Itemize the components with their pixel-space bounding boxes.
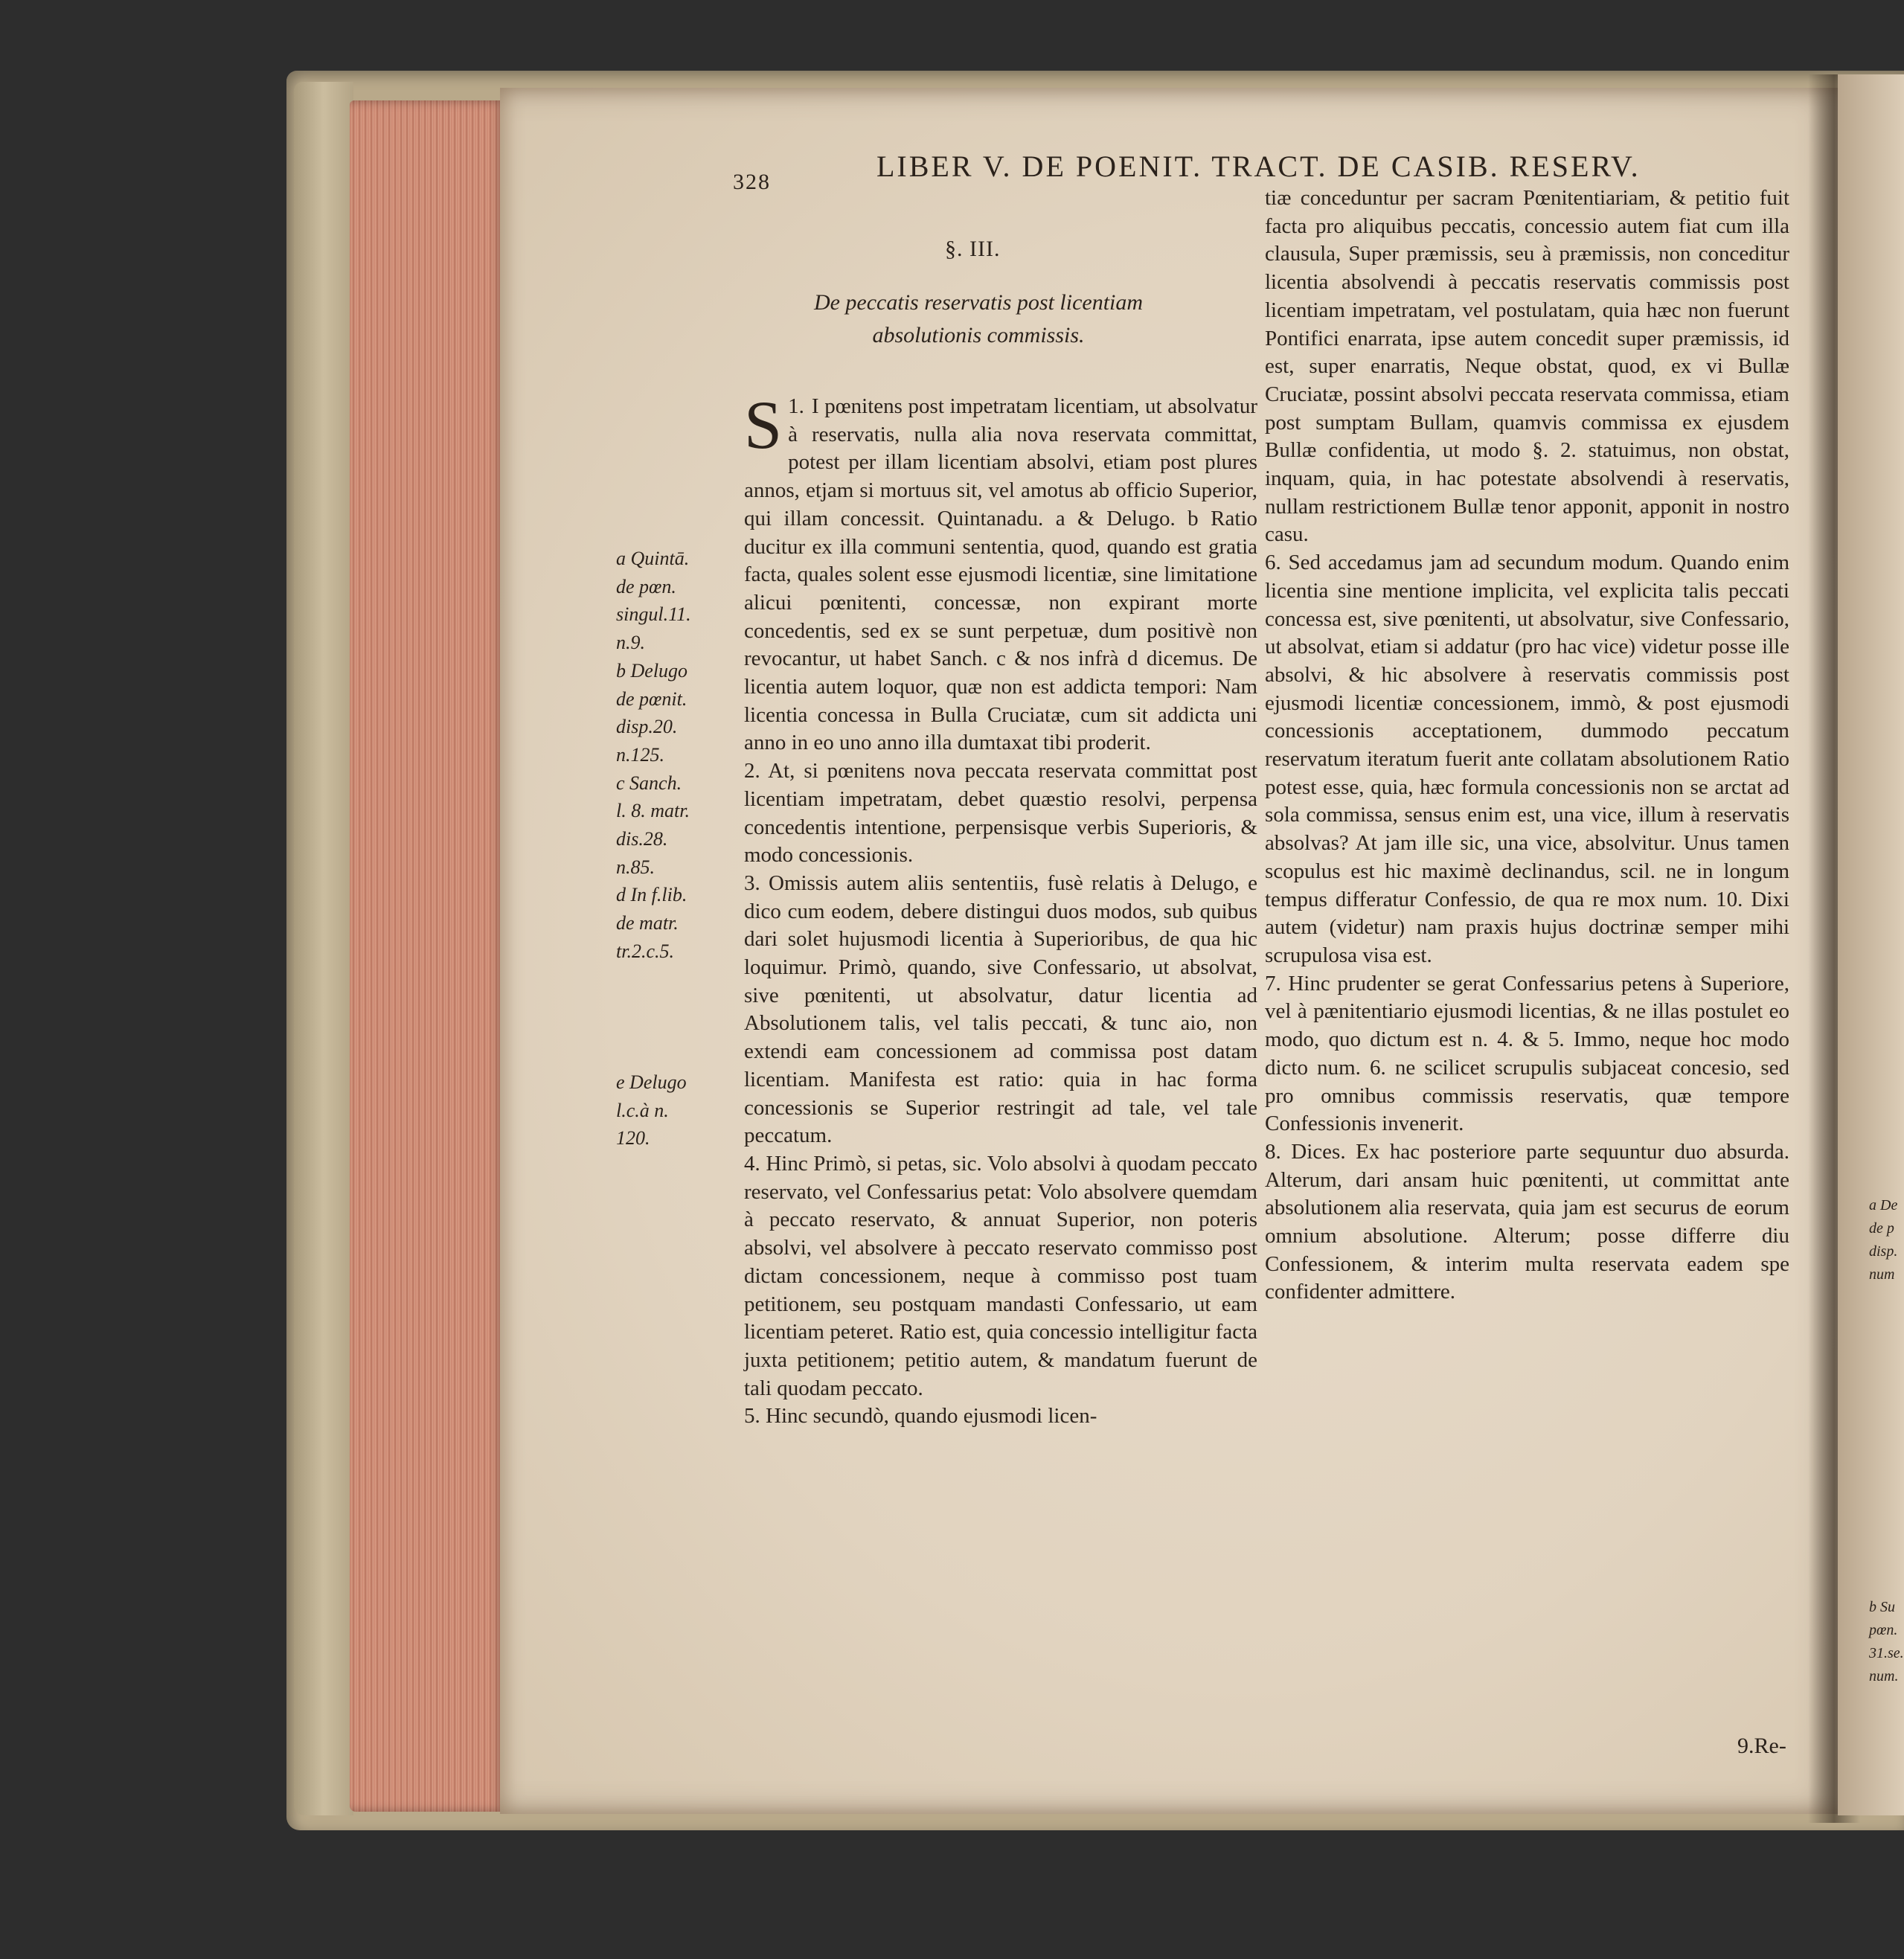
facing-page-note-top: a De de p disp. num <box>1869 1197 1898 1283</box>
page-number: 328 <box>733 170 771 194</box>
paragraph-5-start: 5. Hinc secundò, quando ejusmodi licen- <box>744 1404 1097 1429</box>
catchword: 9.Re- <box>1737 1734 1786 1758</box>
paragraph-number: 1. <box>788 394 804 418</box>
section-number: §. III. <box>945 237 1001 261</box>
margin-note-e: e Delugo l.c.à n. 120. <box>616 1071 687 1150</box>
paragraph-3: 3. Omissis autem aliis sententiis, fusè relatis à Delugo, e dico cum eodem, debere distingui duos modos, sub quibus dari solet hujusmodi licentia à Superioribus, de qua hic loquimur. Primò, quando, sive Confessario, ut absolvat, sive pœnitenti, ut absolvatur, datur licentia ad Absolutionem talis, vel talis peccati, & tunc aio, non extendi eam concessionem ad commissa post datam licentiam. Manifesta est ratio: quia in hac forma concessionis se Superior restringit ad tale, vel tale peccatum. <box>744 871 1257 1148</box>
paragraph-1 <box>744 387 1257 757</box>
paragraph-1-text: I pœnitens post impetratam licentiam, ut absolvatur à reservatis, nulla alia nova reservata committat, potest per illam licentiam absolvi, etiam post plures annos, etjam si mortuus sit, vel amotus ab officio Superior, qui illam concessit. Quintanadu. a & Delugo. b Ratio ducitur ex illa communi sententia, quod, quando est gratia facta, quales solent esse ejusmodi licentiæ, sine limitatione alicui pœnitenti, concessæ, non expirant morte concedentis, sed ex se sunt perpetuæ, dum positivè non revocantur, ut habet Sanch. c & nos infrà d dicemus. De licentia autem loquor, quæ non est addicta tempori: Nam licentia concessa in Bulla Cruciatæ, cum sit addicta uni anno in eo uno anno illa dumtaxat tibi proderit. <box>744 394 1257 755</box>
facing-page-note-bottom: b Su pœn. 31.se. num. <box>1869 1599 1904 1684</box>
page-block-edges <box>350 100 506 1812</box>
drop-cap: S <box>744 387 783 463</box>
paragraph-4: 4. Hinc Primò, si petas, sic. Volo absolvi à quodam peccato reservato, vel Confessarius petat: Volo absolvere quemdam à peccato reservato, & annuat Superior, non poteris absolvi, vel absolvere à peccato reservato commisso post dictam concessionem, neque à commisso post tuam petitionem, seu postquam mandasti Confessario, ut eam licentiam peteret. Ratio est, quia concessio intelligitur facta juxta petitionem; petitio autem, & mandatum fuerunt de tali quodam peccato. <box>744 1151 1257 1400</box>
running-head: LIBER V. DE POENIT. TRACT. DE CASIB. RESERV. <box>876 150 1641 183</box>
paragraph-8: 8. Dices. Ex hac posteriore parte sequuntur duo absurda. Alterum, dari ansam huic pœnitenti, ut committat ante absolutionem alia reservata, quia jam est securus de eorum omnium absolutione. Alterum; posse differre diu Confessionem, & interim multa reservata eadem spe confidenter admittere. <box>1265 1139 1789 1304</box>
section-title: De peccatis reservatis post licentiam absolutionis commissis. <box>813 290 1144 347</box>
left-column <box>744 387 1257 1431</box>
right-column <box>1265 185 1789 1306</box>
paragraph-6: 6. Sed accedamus jam ad secundum modum. Quando enim licentia sine mentione implicita, vel explicita talis peccati concessa est, sive pœnitenti, ut absolvatur, sive Confessario, ut absolvat, etiam si addatur (pro hac vice) videtur posse ille absolvi, & hic absolvere à reservatis commissis post ejusmodi licentiæ concessionem, immò, & post ejusmodi concessionis acceptationem, dummodo peccatum reservatum iteratum fuerit ante collatam absolutionem Ratio potest esse, quia, hæc formula concessionis non se arctat ad sola commissa, sensus enim est, una vice, illum à reservatis absolvas? At jam ille sic, una vice, absolvitur. Unus tamen scopulus est hic maximè declinandus, scil. ne in longum tempus differatur Confessio, de qua re mox num. 10. Dixi autem (videtur) nam praxis hujus doctrinæ semper mihi scrupulosa visa est. <box>1265 551 1789 967</box>
cover-spine-edge <box>294 82 353 1815</box>
margin-notes-a-d: a Quintā. de pœn. singul.11. n.9. b Delugo de pœnit. disp.20. n.125. c Sanch. l. 8. matr. dis.28. n.85. d In f.lib. de matr. tr.2.c.5. <box>616 548 691 962</box>
paragraph-7: 7. Hinc prudenter se gerat Confessarius petens à Superiore, vel à pænitentiario ejusmodi licentias, & ne illas postulet eo modo, quo dictum est n. 4. & 5. Immo, neque hoc modo dicto num. 6. ne scilicet scrupulis subjaceat concesio, sed pro omnibus commissis reservatis, quæ tempore Confessionis invenerit. <box>1265 971 1789 1136</box>
paragraph-2: 2. At, si pœnitens nova peccata reservata committat post licentiam impetratam, debet quæstio resolvi, perpensa concedentis intentione, perpensisque verbis Superioris, & modo concessionis. <box>744 759 1257 868</box>
facing-page-edge <box>1838 74 1904 1815</box>
paragraph-5-continuation: tiæ conceduntur per sacram Pœnitentiariam, & petitio fuit facta pro aliquibus peccatis, concessio autem fiat cum illa clausula, Super præmissis, seu à præmissis, non conceditur licentia absolvendi à peccatis reservatis commissis post licentiam impetratam, vel postulatam, quia hæc non fuerunt Pontifici enarrata, ipse autem concedit super præmissis, id est, super enarratis, Neque obstat, quod, ex vi Bullæ Cruciatæ, possint absolvi peccata reservata commissa, etiam post sumptam Bullam, quamvis commissa ex ejusdem Bullæ confidentia, ut modo §. 2. statuimus, non obstat, inquam, quia, in hac potestate absolvendi à reservatis, nullam restrictionem Bullæ tenor apponit, apponit in nostro casu. <box>1265 186 1789 547</box>
